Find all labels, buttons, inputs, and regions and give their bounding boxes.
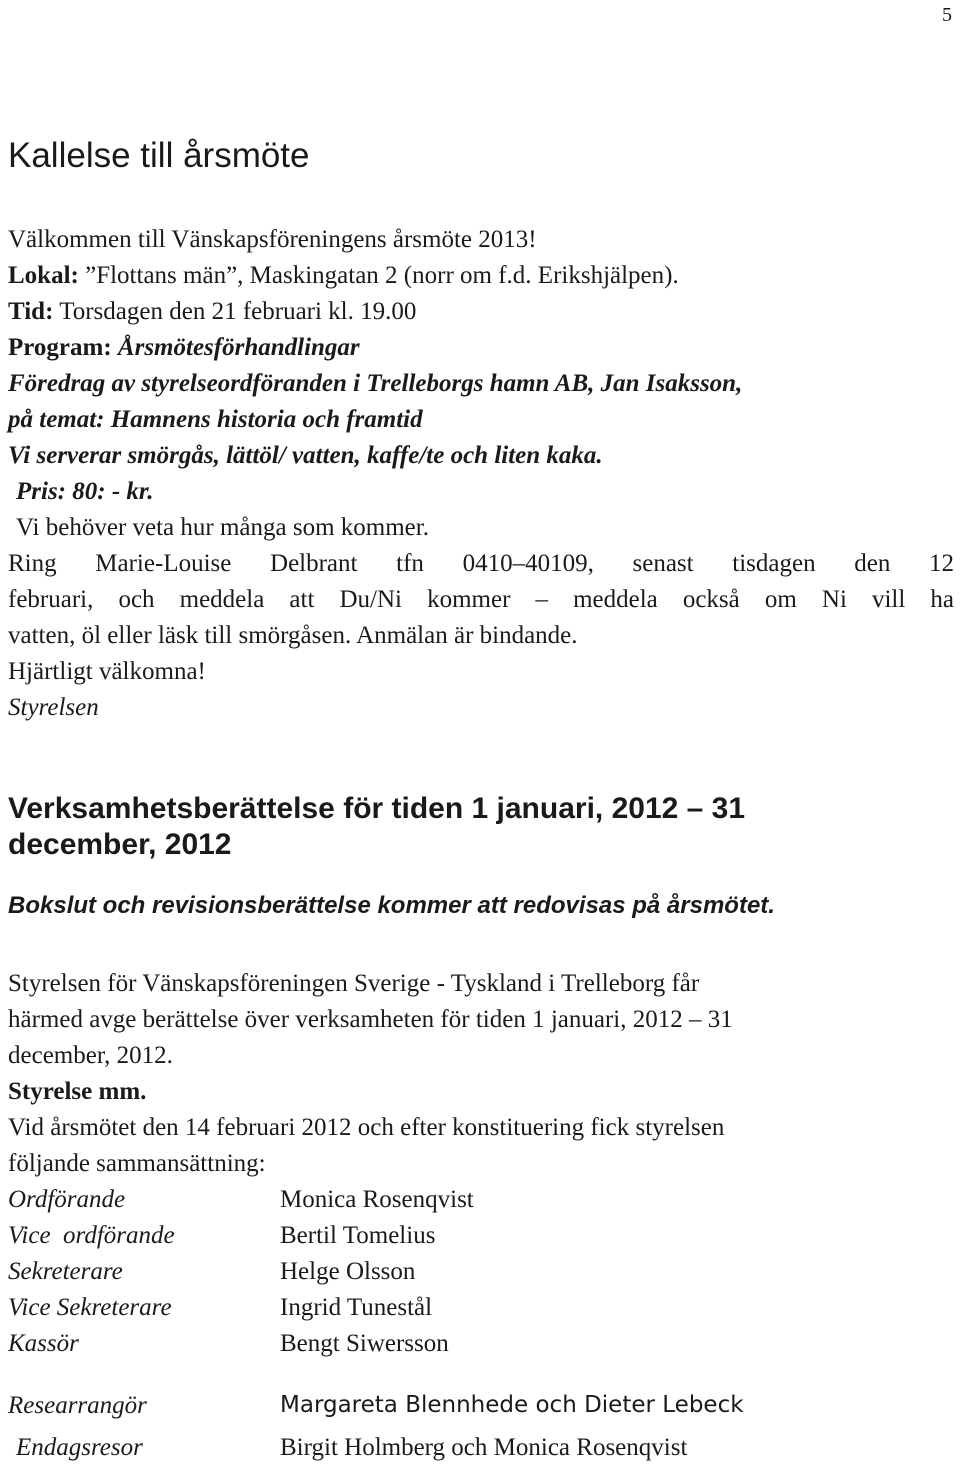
- signature: Styrelsen: [8, 694, 99, 721]
- time-label: Tid:: [8, 298, 54, 325]
- board-intro-line-2: följande sammansättning:: [8, 1150, 266, 1177]
- intro-line-2: härmed avge berättelse över verksamheten för tiden 1 januari, 2012 – 31: [8, 1006, 733, 1033]
- venue-label: Lokal:: [8, 262, 79, 289]
- program-label: Program:: [8, 334, 112, 361]
- board-heading: Styrelse mm.: [8, 1078, 147, 1105]
- travel-organizer-name: Birgit Holmberg och Monica Rosenqvist: [280, 1434, 688, 1461]
- time-text: Torsdagen den 21 februari kl. 19.00: [53, 298, 417, 325]
- venue-line: [8, 262, 679, 291]
- talk-line-2: på temat: Hamnens historia och framtid: [8, 406, 423, 433]
- travel-organizer-name: Margareta Blennhede och Dieter Lebeck: [280, 1392, 744, 1418]
- intro-line-3: december, 2012.: [8, 1042, 173, 1069]
- need-to-know-text: Vi behöver veta hur många som kommer.: [16, 514, 429, 541]
- board-member-name: Ingrid Tunestål: [280, 1294, 433, 1321]
- board-role: Ordförande: [8, 1186, 126, 1213]
- price-text: Pris: 80: - kr.: [16, 478, 154, 505]
- talk-line-1: Föredrag av styrelseordföranden i Trelleborgs hamn AB, Jan Isaksson,: [8, 370, 743, 397]
- call-line-3: vatten, öl eller läsk till smörgåsen. Anmälan är bindande.: [8, 622, 578, 649]
- travel-role: Researrangör: [8, 1392, 147, 1419]
- intro-line-1: Styrelsen för Vänskapsföreningen Sverige - Tyskland i Trelleborg får: [8, 970, 700, 997]
- board-member-name: Helge Olsson: [280, 1258, 416, 1285]
- program-line: [8, 334, 360, 363]
- report-title-line-1: Verksamhetsberättelse för tiden 1 januari, 2012 – 31: [8, 792, 746, 825]
- time-line: [8, 298, 416, 327]
- report-title-line-2: december, 2012: [8, 828, 232, 861]
- board-member-name: Bertil Tomelius: [280, 1222, 436, 1249]
- serving-text: Vi serverar smörgås, lättöl/ vatten, kaffe/te och liten kaka.: [8, 442, 603, 469]
- venue-text: ”Flottans män”, Maskingatan 2 (norr om f.d. Erikshjälpen).: [78, 262, 679, 289]
- board-role: Kassör: [8, 1330, 79, 1357]
- board-role: Sekreterare: [8, 1258, 123, 1285]
- board-intro-line-1: Vid årsmötet den 14 februari 2012 och efter konstituering fick styrelsen: [8, 1114, 725, 1141]
- welcome-all-text: Hjärtligt välkomna!: [8, 658, 206, 685]
- program-text: Årsmötesförhandlingar: [111, 334, 360, 361]
- call-line-2: februari, och meddela att Du/Ni kommer – meddela också om Ni vill ha: [8, 586, 954, 613]
- board-role: Vice ordförande: [8, 1222, 175, 1249]
- board-role: Vice Sekreterare: [8, 1294, 172, 1321]
- accounts-note: Bokslut och revisionsberättelse kommer att redovisas på årsmötet.: [8, 892, 775, 919]
- welcome-text: Välkommen till Vänskapsföreningens årsmöte 2013!: [8, 226, 537, 253]
- board-member-name: Bengt Siwersson: [280, 1330, 449, 1357]
- board-member-name: Monica Rosenqvist: [280, 1186, 474, 1213]
- call-line-1: Ring Marie-Louise Delbrant tfn 0410–40109, senast tisdagen den 12: [8, 550, 954, 577]
- page-number: 5: [942, 4, 952, 26]
- invitation-title: Kallelse till årsmöte: [8, 136, 310, 175]
- travel-role: Endagsresor: [16, 1434, 143, 1461]
